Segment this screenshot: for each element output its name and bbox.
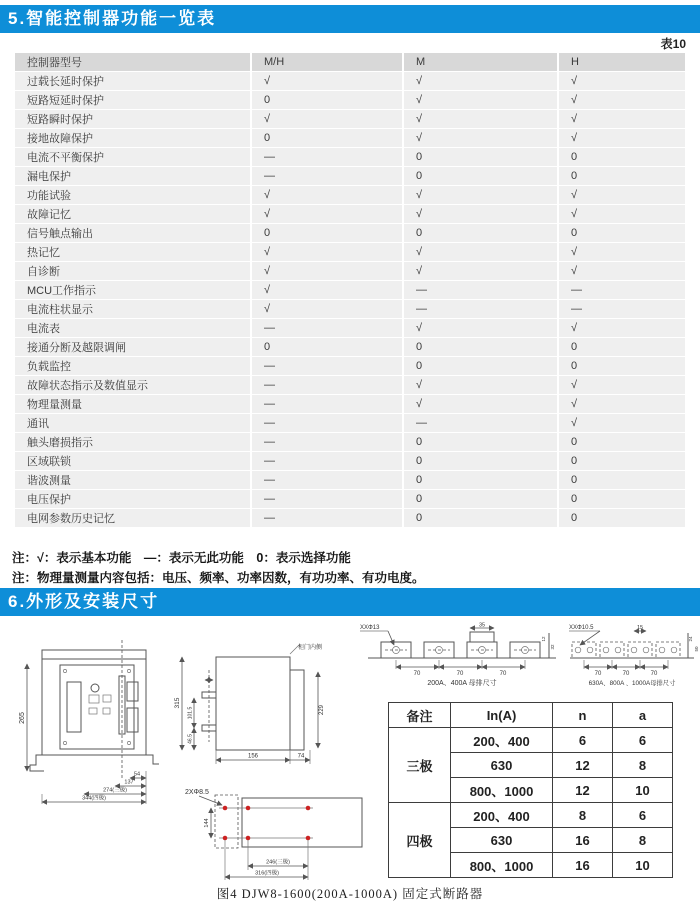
function-row-value: 0 <box>252 338 404 356</box>
dim-pitch-70: 70 <box>456 671 464 677</box>
function-row-value: — <box>252 395 404 413</box>
dim-side-b: 32 <box>550 644 555 650</box>
function-row-value: √ <box>252 243 404 261</box>
side-view-dimensions <box>174 657 325 764</box>
function-row-label: 接通分断及越限调闸 <box>15 338 252 356</box>
spec-col-a: a <box>613 703 673 728</box>
function-row-value: 0 <box>252 91 404 109</box>
dim-246: 246(三极) <box>266 859 290 866</box>
note-line-2: 注：物理量测量内容包括：电压、频率、功率因数，有功功率、有功电度。 <box>12 571 425 585</box>
function-row-value: — <box>252 433 404 451</box>
function-row-label: 功能试验 <box>15 186 252 204</box>
spec-group-label: 三极 <box>389 728 451 803</box>
dim-344: 344(四极) <box>82 795 106 802</box>
spec-col-n: n <box>553 703 613 728</box>
function-row-value: √ <box>559 376 685 394</box>
function-row-label: 触头磨损指示 <box>15 433 252 451</box>
function-row-value: 0 <box>404 471 559 489</box>
spec-cell: 800、1000 <box>451 853 553 878</box>
spec-cell: 12 <box>553 753 613 778</box>
function-row-value: √ <box>404 262 559 280</box>
function-table-row <box>15 395 685 413</box>
function-table-row <box>15 129 685 147</box>
function-row-label: 物理量测量 <box>15 395 252 413</box>
front-view-drawing <box>19 638 172 813</box>
front-view-outline <box>30 640 159 778</box>
function-table-row <box>15 205 685 223</box>
function-row-label: 通讯 <box>15 414 252 432</box>
function-table-row <box>15 357 685 375</box>
function-table-row <box>15 452 685 470</box>
function-table-row <box>15 243 685 261</box>
function-table-row <box>15 490 685 508</box>
function-row-label: 区域联锁 <box>15 452 252 470</box>
function-row-value: 0 <box>559 471 685 489</box>
spec-cell: 630 <box>451 753 553 778</box>
function-row-value: √ <box>559 186 685 204</box>
spec-cell: 10 <box>613 853 673 878</box>
dim-15: 15 <box>636 625 644 631</box>
function-row-value: √ <box>559 243 685 261</box>
spec-cell: 8 <box>613 753 673 778</box>
mounting-holes <box>223 806 311 841</box>
busbar-spec-table <box>388 702 673 878</box>
spec-group-label: 四极 <box>389 803 451 878</box>
section5-title: 5.智能控制器功能一览表 <box>8 9 217 28</box>
function-row-label: MCU工作指示 <box>15 281 252 299</box>
function-row-value: — <box>252 148 404 166</box>
dim-side-a: 24 <box>688 636 693 642</box>
function-row-value: √ <box>252 300 404 318</box>
function-row-value: 0 <box>559 490 685 508</box>
function-table-row <box>15 224 685 242</box>
function-row-value: √ <box>404 243 559 261</box>
function-table-row <box>15 72 685 90</box>
function-row-value: √ <box>252 72 404 90</box>
function-row-value: √ <box>559 91 685 109</box>
busbar-small-caption: 200A、400A 母排尺寸 <box>427 680 497 687</box>
dim-side-b: 50 <box>694 646 699 652</box>
spec-cell: 200、400 <box>451 728 553 753</box>
function-row-value: √ <box>559 205 685 223</box>
function-col-mh: M/H <box>252 53 404 71</box>
function-row-value: √ <box>404 319 559 337</box>
busbar-large-caption: 630A、800A 、1000A母排尺寸 <box>588 680 676 687</box>
note-line-1: 注：√：表示基本功能 —：表示无此功能 0：表示选择功能 <box>12 551 351 565</box>
spec-col-in: In(A) <box>451 703 553 728</box>
function-row-value: √ <box>252 186 404 204</box>
function-row-label: 自诊断 <box>15 262 252 280</box>
function-row-value: √ <box>252 281 404 299</box>
hole-size-label: XXΦ13 <box>360 625 380 631</box>
function-table-row <box>15 91 685 109</box>
function-table-row <box>15 376 685 394</box>
cabinet-door-label: 柜门内侧 <box>297 645 323 651</box>
function-table-row <box>15 433 685 451</box>
function-row-value: 0 <box>559 167 685 185</box>
function-row-value: — <box>252 357 404 375</box>
spec-col-remark: 备注 <box>389 703 451 728</box>
spec-cell: 10 <box>613 778 673 803</box>
function-row-value: — <box>252 414 404 432</box>
spec-cell: 8 <box>553 803 613 828</box>
function-row-label: 接地故障保护 <box>15 129 252 147</box>
mounting-hole-drawing <box>183 786 378 891</box>
function-row-value: 0 <box>404 490 559 508</box>
spec-header-row <box>389 703 673 728</box>
function-row-value: 0 <box>252 129 404 147</box>
busbar-small-outline <box>368 632 556 658</box>
spec-table-row <box>389 803 673 828</box>
dim-265: 265 <box>19 712 26 724</box>
dim-pitch-70: 70 <box>413 671 421 677</box>
spec-cell: 6 <box>553 728 613 753</box>
busbar-large-outline <box>570 633 694 658</box>
function-row-label: 电流柱状显示 <box>15 300 252 318</box>
function-row-value: 0 <box>252 224 404 242</box>
function-row-label: 短路短延时保护 <box>15 91 252 109</box>
function-row-value: — <box>252 471 404 489</box>
hole-size-label: 2XΦ8.5 <box>185 789 209 796</box>
function-table-row <box>15 148 685 166</box>
function-table-row <box>15 319 685 337</box>
function-row-value: 0 <box>559 357 685 375</box>
function-row-value: √ <box>559 72 685 90</box>
function-row-value: — <box>252 167 404 185</box>
function-col-model: 控制器型号 <box>15 53 252 71</box>
function-row-value: √ <box>559 414 685 432</box>
spec-cell: 6 <box>613 728 673 753</box>
function-row-label: 谐波测量 <box>15 471 252 489</box>
function-row-value: — <box>404 300 559 318</box>
function-row-value: — <box>252 509 404 527</box>
busbar-large-dimensions <box>569 625 699 677</box>
busbar-630-1000-drawing <box>568 623 700 691</box>
function-row-label: 短路瞬时保护 <box>15 110 252 128</box>
function-row-value: 0 <box>559 433 685 451</box>
function-row-value: √ <box>559 110 685 128</box>
round-button <box>91 684 99 692</box>
function-col-h: H <box>559 53 685 71</box>
function-row-label: 电压保护 <box>15 490 252 508</box>
function-row-value: √ <box>252 205 404 223</box>
spec-cell: 800、1000 <box>451 778 553 803</box>
table-notes <box>12 548 425 588</box>
function-row-label: 热记忆 <box>15 243 252 261</box>
dim-54: 54 <box>133 771 141 778</box>
function-row-label: 漏电保护 <box>15 167 252 185</box>
function-row-label: 电网参数历史记忆 <box>15 509 252 527</box>
function-row-value: 0 <box>559 338 685 356</box>
function-table-row <box>15 300 685 318</box>
spec-cell: 16 <box>553 828 613 853</box>
display-window <box>67 682 81 732</box>
hole-size-label: XXΦ10.5 <box>569 625 594 631</box>
function-row-value: — <box>404 414 559 432</box>
function-row-label: 故障状态指示及数值显示 <box>15 376 252 394</box>
function-row-value: — <box>404 281 559 299</box>
function-row-value: √ <box>252 262 404 280</box>
function-row-value: √ <box>559 395 685 413</box>
function-table-row <box>15 338 685 356</box>
dim-pitch-70: 70 <box>650 671 658 677</box>
function-table-row <box>15 414 685 432</box>
figure-caption: 图4 DJW8-1600(200A-1000A) 固定式断路器 <box>216 887 484 901</box>
side-view-outline <box>202 644 304 750</box>
mounting-outline <box>215 795 362 848</box>
function-table-row <box>15 110 685 128</box>
function-row-value: √ <box>404 110 559 128</box>
busbar-200-400-drawing <box>358 623 563 691</box>
function-row-value: √ <box>404 91 559 109</box>
function-table-row <box>15 167 685 185</box>
function-row-label: 故障记忆 <box>15 205 252 223</box>
function-table-row <box>15 281 685 299</box>
dim-229: 229 <box>319 704 325 716</box>
dim-144: 144 <box>204 818 210 828</box>
function-table-row <box>15 471 685 489</box>
function-row-value: 0 <box>404 338 559 356</box>
function-row-value: 0 <box>404 433 559 451</box>
function-row-value: √ <box>559 319 685 337</box>
dim-315: 315 <box>174 697 181 709</box>
spec-cell: 12 <box>553 778 613 803</box>
function-row-value: √ <box>559 129 685 147</box>
dim-pitch-70: 70 <box>499 671 507 677</box>
table10-label: 表10 <box>660 37 686 51</box>
dim-316: 316(四极) <box>255 870 279 877</box>
dim-101-5: 101.5 <box>187 706 194 720</box>
function-row-value: — <box>252 490 404 508</box>
function-row-label: 过载长延时保护 <box>15 72 252 90</box>
function-row-value: 0 <box>404 509 559 527</box>
function-row-value: — <box>252 319 404 337</box>
function-row-label: 负载监控 <box>15 357 252 375</box>
function-row-value: 0 <box>404 357 559 375</box>
dim-74: 74 <box>297 753 305 760</box>
function-row-value: √ <box>404 186 559 204</box>
section6-header-bar <box>0 588 700 616</box>
side-view-drawing <box>170 640 332 790</box>
function-table-header-row <box>15 53 685 71</box>
dim-pitch-70: 70 <box>622 671 630 677</box>
section5-header-bar <box>0 5 700 33</box>
function-row-value: √ <box>404 205 559 223</box>
dim-pitch-70: 70 <box>594 671 602 677</box>
function-row-label: 电流表 <box>15 319 252 337</box>
section6-title: 6.外形及安装尺寸 <box>8 592 160 611</box>
front-panel-controls <box>63 669 138 744</box>
function-row-value: 0 <box>404 452 559 470</box>
function-row-value: 0 <box>404 148 559 166</box>
function-row-value: 0 <box>559 509 685 527</box>
spec-cell: 16 <box>553 853 613 878</box>
function-row-value: — <box>252 376 404 394</box>
function-row-label: 电流不平衡保护 <box>15 148 252 166</box>
function-table <box>15 52 685 528</box>
dim-274: 274(三极) <box>103 787 127 794</box>
dim-35: 35 <box>478 622 486 629</box>
function-table-row <box>15 186 685 204</box>
dim-156: 156 <box>247 753 259 760</box>
function-table-row <box>15 509 685 527</box>
function-row-value: 0 <box>559 452 685 470</box>
function-row-value: √ <box>404 72 559 90</box>
spec-cell: 200、400 <box>451 803 553 828</box>
function-table-row <box>15 262 685 280</box>
dim-side-a: 12 <box>541 636 546 642</box>
function-row-value: — <box>252 452 404 470</box>
function-col-m: M <box>404 53 559 71</box>
dim-46-5: 46.5 <box>187 734 194 744</box>
function-row-value: 0 <box>404 167 559 185</box>
spec-table-row <box>389 728 673 753</box>
function-row-value: √ <box>559 262 685 280</box>
function-row-value: — <box>559 300 685 318</box>
function-row-label: 信号触点输出 <box>15 224 252 242</box>
function-row-value: √ <box>252 110 404 128</box>
spec-cell: 6 <box>613 803 673 828</box>
function-row-value: √ <box>404 376 559 394</box>
function-row-value: — <box>559 281 685 299</box>
function-row-value: 0 <box>559 148 685 166</box>
spec-cell: 630 <box>451 828 553 853</box>
function-row-value: 0 <box>559 224 685 242</box>
function-row-value: √ <box>404 129 559 147</box>
function-row-value: 0 <box>404 224 559 242</box>
function-row-value: √ <box>404 395 559 413</box>
dim-137: 137 <box>124 779 134 786</box>
spec-cell: 8 <box>613 828 673 853</box>
